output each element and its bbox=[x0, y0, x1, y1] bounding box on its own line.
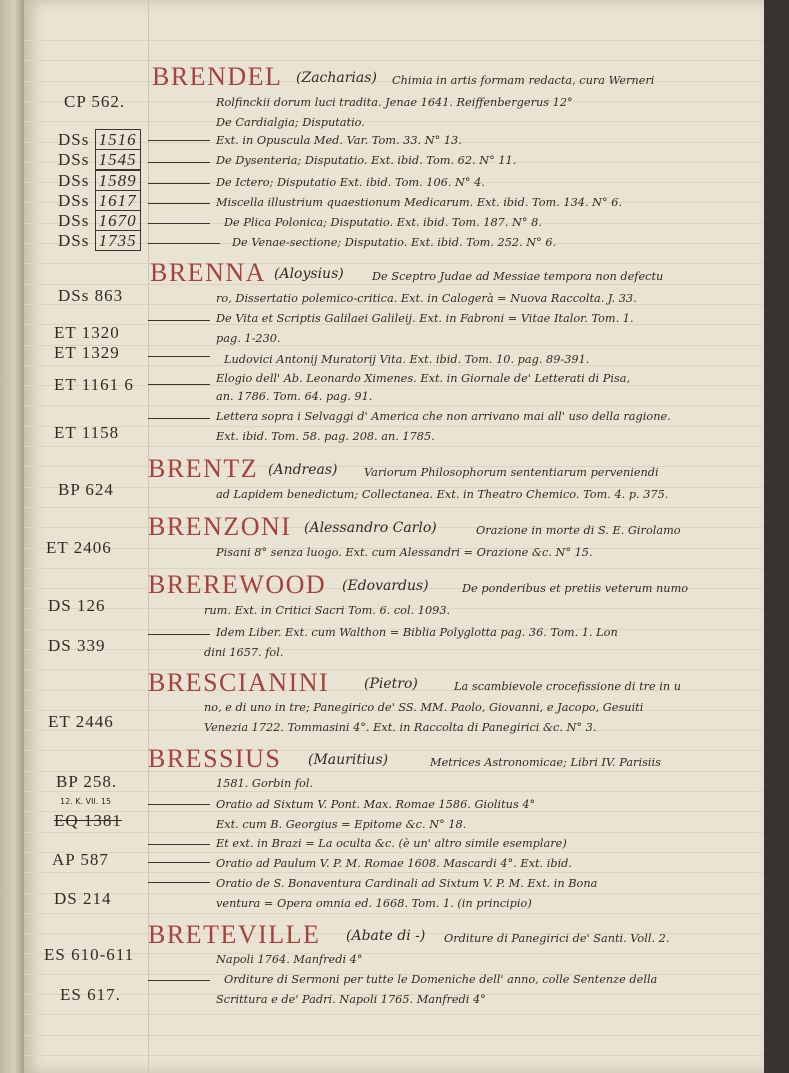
facing-page-edge bbox=[0, 0, 24, 1073]
connector-line bbox=[148, 804, 210, 805]
ruled-line bbox=[24, 669, 764, 670]
author-brerewood: (Edovardus) bbox=[342, 578, 429, 594]
entry-text: De Sceptro Judae ad Messiae tempora non defectu bbox=[372, 270, 664, 283]
entry-text: De Venae-sectione; Disputatio. Ext. ibid. Tom. 252. N° 6. bbox=[232, 236, 557, 249]
entry-text: Orazione in morte di S. E. Girolamo bbox=[476, 524, 681, 537]
ruled-line bbox=[24, 263, 764, 264]
connector-line bbox=[148, 320, 210, 321]
ruled-line bbox=[24, 953, 764, 954]
shelfmark: DSs 1617 bbox=[58, 191, 141, 211]
ruled-line bbox=[24, 811, 764, 812]
author-brendel: (Zacharias) bbox=[296, 70, 377, 86]
ruled-line bbox=[24, 1014, 764, 1015]
shelfmark: ES 610-611 bbox=[44, 945, 135, 964]
shelfmark: ET 1158 bbox=[54, 423, 120, 442]
ruled-line bbox=[24, 771, 764, 772]
shelfmark: DS 214 bbox=[54, 889, 112, 908]
ruled-line bbox=[24, 750, 764, 751]
entry-text: Lettera sopra i Selvaggi d' America che non arrivano mai all' uso della ragione. bbox=[216, 410, 671, 423]
entry-heading-brenna: BRENNA bbox=[150, 258, 266, 287]
ruled-line bbox=[24, 832, 764, 833]
shelfmark: DSs 1516 bbox=[58, 130, 141, 150]
shelfmark: DS 126 bbox=[48, 596, 106, 615]
ruled-line bbox=[24, 893, 764, 894]
connector-line bbox=[148, 356, 210, 357]
ruled-line bbox=[24, 507, 764, 508]
entry-text: Miscella illustrium quaestionum Medicarum. Ext. ibid. Tom. 134. N° 6. bbox=[216, 196, 623, 209]
connector-line bbox=[148, 203, 210, 204]
entry-heading-brendel: BRENDEL bbox=[152, 62, 283, 91]
entry-text: Ext. in Opuscula Med. Var. Tom. 33. N° 13. bbox=[216, 134, 462, 147]
author-brentz: (Andreas) bbox=[268, 462, 338, 478]
entry-text: De ponderibus et pretiis veterum numo bbox=[462, 582, 689, 595]
entry-text: De Cardialgia; Disputatio. bbox=[216, 116, 365, 129]
entry-heading-brenzoni: BRENZONI bbox=[148, 512, 292, 541]
entry-text: Ext. cum B. Georgius = Epitome &c. N° 18. bbox=[216, 818, 467, 831]
connector-line bbox=[148, 183, 210, 184]
connector-line bbox=[148, 223, 210, 224]
shelfmark: ET 2446 bbox=[48, 712, 114, 731]
entry-text: Oratio ad Sixtum V. Pont. Max. Romae 1586. Giolitus 4° bbox=[216, 798, 536, 811]
entry-text: Idem Liber. Ext. cum Walthon = Biblia Polyglotta pag. 36. Tom. 1. Lon bbox=[216, 626, 618, 639]
shelfmark: CP 562. bbox=[64, 92, 126, 111]
entry-text: La scambievole crocefissione di tre in u bbox=[454, 680, 682, 693]
entry-text: Ext. ibid. Tom. 58. pag. 208. an. 1785. bbox=[216, 430, 435, 443]
entry-heading-breteville: BRETEVILLE bbox=[148, 920, 321, 949]
ruled-line bbox=[24, 426, 764, 427]
shelfmark: DSs 1589 bbox=[58, 171, 141, 191]
connector-line bbox=[148, 384, 210, 385]
shelfmark: DSs 1735 bbox=[58, 231, 141, 251]
author-brenna: (Aloysius) bbox=[274, 266, 344, 282]
entry-text: Pisani 8° senza luogo. Ext. cum Alessandri = Orazione &c. N° 15. bbox=[216, 546, 593, 559]
entry-text: Et ext. in Brazi = La oculta &c. (è un' altro simile esemplare) bbox=[216, 837, 567, 850]
entry-text: De Plica Polonica; Disputatio. Ext. ibid. Tom. 187. N° 8. bbox=[224, 216, 542, 229]
entry-heading-bressius: BRESSIUS bbox=[148, 744, 282, 773]
entry-text: De Ictero; Disputatio Ext. ibid. Tom. 106. N° 4. bbox=[216, 176, 485, 189]
ruled-line bbox=[24, 284, 764, 285]
entry-text: Metrices Astronomicae; Libri IV. Parisiis bbox=[430, 756, 661, 769]
entry-text: dini 1657. fol. bbox=[204, 646, 284, 659]
entry-text: De Dysenteria; Disputatio. Ext. ibid. Tom. 62. N° 11. bbox=[216, 154, 517, 167]
author-brenzoni: (Alessandro Carlo) bbox=[304, 520, 437, 536]
entry-text: De Vita et Scriptis Galilaei Galileij. Ext. in Fabroni = Vitae Italor. Tom. 1. bbox=[216, 312, 634, 325]
entry-text: Oratio de S. Bonaventura Cardinali ad Sixtum V. P. M. Ext. in Bona bbox=[216, 877, 598, 890]
entry-text: 1581. Gorbin fol. bbox=[216, 777, 314, 790]
shelfmark: DSs 1545 bbox=[58, 150, 141, 170]
ruled-line bbox=[24, 345, 764, 346]
connector-line bbox=[148, 140, 210, 141]
ruled-line bbox=[24, 649, 764, 650]
entry-text: Rolfinckii dorum luci tradita. Jenae 1641. Reiffenbergerus 12° bbox=[216, 96, 573, 109]
ruled-line bbox=[24, 60, 764, 61]
entry-text: pag. 1-230. bbox=[216, 332, 281, 345]
entry-text: ro, Dissertatio polemico-critica. Ext. in Calogerà = Nuova Raccolta. J. 33. bbox=[216, 292, 637, 305]
connector-line bbox=[148, 862, 210, 863]
ruled-line bbox=[24, 1035, 764, 1036]
shelfmark: ET 1320 bbox=[54, 323, 120, 342]
shelfmark: ET 1329 bbox=[54, 343, 120, 362]
entry-heading-brentz: BRENTZ bbox=[148, 454, 259, 483]
entry-text: an. 1786. Tom. 64. pag. 91. bbox=[216, 390, 373, 403]
entry-text: Orditure di Sermoni per tutte le Domeniche dell' anno, colle Sentenze della bbox=[224, 973, 658, 986]
shelfmark: ES 617. bbox=[60, 985, 121, 1004]
ruled-line bbox=[24, 121, 764, 122]
ruled-line bbox=[24, 446, 764, 447]
entry-heading-brerewood: BREREWOOD bbox=[148, 570, 327, 599]
entry-text: ad Lapidem benedictum; Collectanea. Ext. in Theatro Chemico. Tom. 4. p. 375. bbox=[216, 488, 669, 501]
ruled-line bbox=[24, 791, 764, 792]
author-bressius: (Mauritius) bbox=[308, 752, 389, 768]
entry-text: Scrittura e de' Padri. Napoli 1765. Manfredi 4° bbox=[216, 993, 486, 1006]
shelfmark: ET 2406 bbox=[46, 538, 112, 557]
connector-line bbox=[148, 634, 210, 635]
ruled-line bbox=[24, 568, 764, 569]
ruled-line bbox=[24, 385, 764, 386]
connector-line bbox=[148, 243, 220, 244]
shelfmark: BP 624 bbox=[58, 480, 114, 499]
entry-text: Chimia in artis formam redacta, cura Werneri bbox=[392, 74, 655, 87]
entry-text: rum. Ext. in Critici Sacri Tom. 6. col. 1093. bbox=[204, 604, 451, 617]
ruled-line bbox=[24, 852, 764, 853]
ruled-line bbox=[24, 40, 764, 41]
shelfmark: EQ 1381 bbox=[54, 811, 122, 830]
manuscript-page bbox=[24, 0, 764, 1073]
ruled-line bbox=[24, 913, 764, 914]
shelfmark: DSs 863 bbox=[58, 286, 124, 305]
entry-text: Venezia 1722. Tommasini 4°. Ext. in Raccolta di Panegirici &c. N° 3. bbox=[204, 721, 597, 734]
ruled-line bbox=[24, 1055, 764, 1056]
entry-text: ventura = Opera omnia ed. 1668. Tom. 1. (in principio) bbox=[216, 897, 532, 910]
entry-text: Ludovici Antonij Muratorij Vita. Ext. ibid. Tom. 10. pag. 89-391. bbox=[224, 353, 590, 366]
entry-text: no, e di uno in tre; Panegirico de' SS. MM. Paolo, Giovanni, e Jacopo, Gesuiti bbox=[204, 701, 644, 714]
entry-text: Napoli 1764. Manfredi 4° bbox=[216, 953, 363, 966]
connector-line bbox=[148, 418, 210, 419]
entry-heading-brescianini: BRESCIANINI bbox=[148, 668, 330, 697]
connector-line bbox=[148, 162, 210, 163]
entry-text: Elogio dell' Ab. Leonardo Ximenes. Ext. in Giornale de' Letterati di Pisa, bbox=[216, 372, 631, 385]
shelfmark: DSs 1670 bbox=[58, 211, 141, 231]
shelfmark: AP 587 bbox=[52, 850, 109, 869]
ruled-line bbox=[24, 405, 764, 406]
connector-line bbox=[148, 882, 210, 883]
marginal-note: 12. K. VII. 15 bbox=[60, 797, 112, 806]
author-brescianini: (Pietro) bbox=[364, 676, 418, 692]
entry-text: Orditure di Panegirici de' Santi. Voll. 2. bbox=[444, 932, 670, 945]
shelfmark: ET 1161 6 bbox=[54, 375, 134, 394]
ruled-line bbox=[24, 872, 764, 873]
connector-line bbox=[148, 844, 210, 845]
entry-text: Oratio ad Paulum V. P. M. Romae 1608. Mascardi 4°. Ext. ibid. bbox=[216, 857, 572, 870]
shelfmark: DS 339 bbox=[48, 636, 106, 655]
author-breteville: (Abate di -) bbox=[346, 928, 426, 944]
entry-text: Variorum Philosophorum sententiarum perveniendi bbox=[364, 466, 659, 479]
connector-line bbox=[148, 980, 210, 981]
shelfmark: BP 258. bbox=[56, 772, 118, 791]
